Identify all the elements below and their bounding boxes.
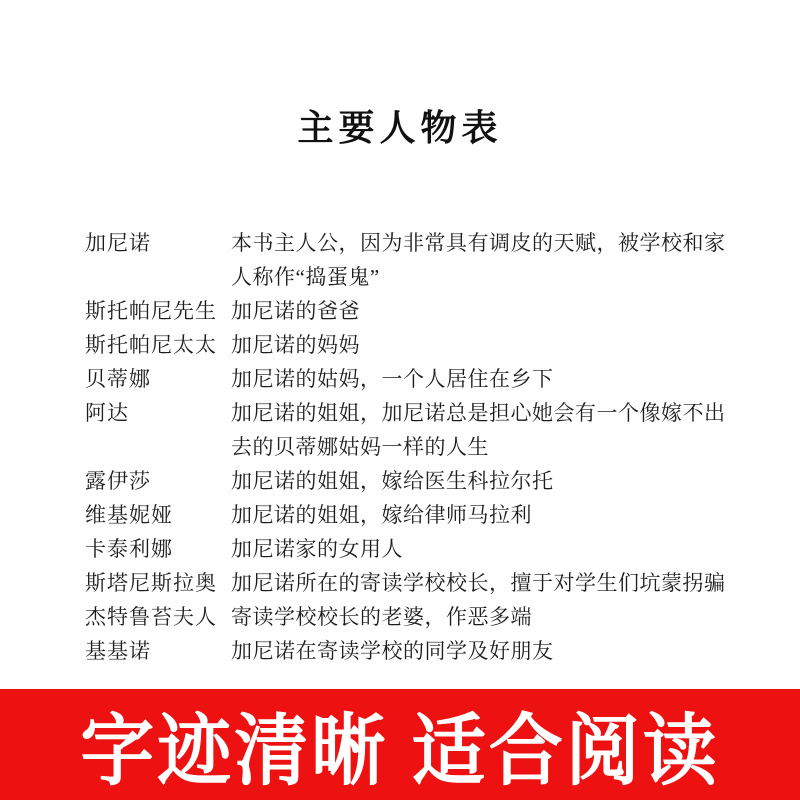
character-entry — [85, 226, 745, 294]
character-name: 卡泰利娜 — [85, 537, 173, 561]
promo-banner — [0, 689, 800, 800]
character-description: 加尼诺家的女用人 — [231, 537, 403, 561]
character-description: 加尼诺的姐姐，嫁给律师马拉利 — [231, 503, 532, 527]
character-entry — [85, 294, 745, 328]
character-entry — [85, 634, 745, 668]
character-entry — [85, 600, 745, 634]
character-entry — [85, 532, 745, 566]
character-name: 斯塔尼斯拉奥 — [85, 571, 217, 595]
character-description: 加尼诺的姑妈，一个人居住在乡下 — [231, 367, 554, 391]
character-description: 加尼诺所在的寄读学校校长，擅于对学生们坑蒙拐骗 — [231, 571, 726, 595]
promo-banner-text: 字迹清晰 适合阅读 — [80, 706, 720, 794]
character-entry — [85, 396, 745, 464]
character-entry — [85, 464, 745, 498]
character-description: 加尼诺的姐姐，嫁给医生科拉尔托 — [231, 469, 554, 493]
character-name: 斯托帕尼太太 — [85, 333, 217, 357]
character-description: 加尼诺在寄读学校的同学及好朋友 — [231, 639, 554, 663]
character-entry — [85, 328, 745, 362]
character-description: 加尼诺的姐姐，加尼诺总是担心她会有一个像嫁不出去的贝蒂娜姑妈一样的人生 — [231, 401, 726, 459]
character-name: 斯托帕尼先生 — [85, 299, 217, 323]
character-description: 寄读学校校长的老婆，作恶多端 — [231, 605, 532, 629]
character-name: 基基诺 — [85, 639, 151, 663]
character-description: 加尼诺的爸爸 — [231, 299, 360, 323]
character-description: 本书主人公，因为非常具有调皮的天赋，被学校和家人称作“捣蛋鬼” — [231, 231, 726, 289]
character-entry — [85, 566, 745, 600]
character-description: 加尼诺的妈妈 — [231, 333, 360, 357]
page-title: 主要人物表 — [297, 108, 503, 148]
character-list — [85, 226, 745, 668]
character-entry — [85, 362, 745, 396]
character-entry — [85, 498, 745, 532]
character-name: 贝蒂娜 — [85, 367, 151, 391]
character-name: 维基妮娅 — [85, 503, 173, 527]
character-name: 加尼诺 — [85, 231, 151, 255]
character-name: 杰特鲁苔夫人 — [85, 605, 217, 629]
character-name: 阿达 — [85, 401, 129, 425]
character-name: 露伊莎 — [85, 469, 151, 493]
